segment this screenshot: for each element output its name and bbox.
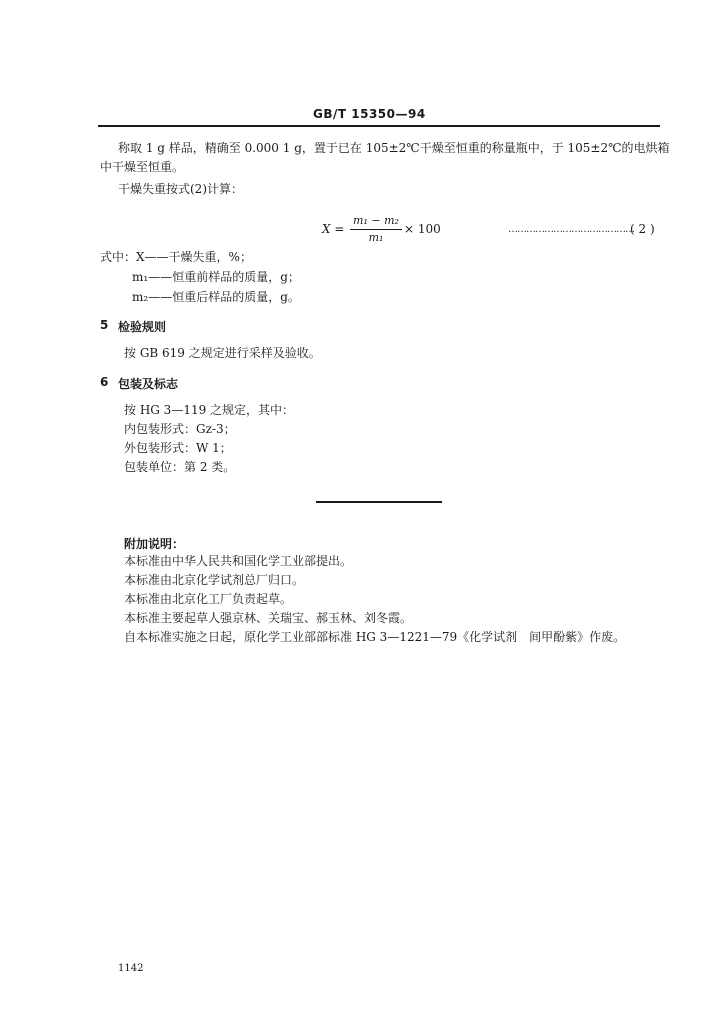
section-5-text: 按 GB 619 之规定进行采样及验收。 [124, 346, 321, 360]
where-item-m2: m₂——恒重后样品的质量，g。 [132, 290, 300, 304]
notes-line: 本标准由北京化学试剂总厂归口。 [124, 573, 305, 587]
notes-line: 自本标准实施之日起，原化学工业部部标准 HG 3—1221—79《化学试剂 间甲酚紫》作废。 [124, 630, 626, 644]
where-item-x: X——干燥失重，%； [136, 250, 252, 264]
section-6-line: 内包装形式：Gz-3； [124, 422, 236, 436]
section-6-title: 包装及标志 [118, 377, 179, 391]
page-number: 1142 [118, 963, 144, 974]
notes-line: 本标准由中华人民共和国化学工业部提出。 [124, 554, 353, 568]
section-5-number: 5 [100, 318, 109, 332]
standard-code-header: GB/T 15350—94 [313, 107, 426, 121]
section-6-number: 6 [100, 375, 109, 389]
formula-leader: …………………………………… [508, 224, 634, 235]
paragraph-procedure-line1: 称取 1 g 样品，精确至 0.000 1 g，置于已在 105±2℃干燥至恒重的称量瓶中，于 105±2℃的电烘箱 [118, 141, 670, 155]
formula-fraction-bar [350, 229, 402, 230]
end-divider [316, 501, 442, 503]
formula-numerator: m₁ − m₂ [353, 214, 399, 227]
notes-title: 附加说明： [124, 537, 185, 551]
section-6-line: 外包装形式：W 1； [124, 441, 232, 455]
header-rule [98, 125, 660, 127]
formula-number: ( 2 ) [630, 222, 655, 236]
where-label: 式中： [100, 250, 137, 264]
paragraph-calculation: 干燥失重按式(2)计算： [118, 182, 243, 196]
section-5-title: 检验规则 [118, 320, 167, 334]
section-6-line: 包装单位：第 2 类。 [124, 460, 236, 474]
formula-lhs: X = [322, 222, 345, 236]
formula-multiplier: × 100 [404, 222, 441, 236]
section-6-line: 按 HG 3—119 之规定，其中： [124, 403, 295, 417]
notes-line: 本标准主要起草人强京林、关瑞宝、郝玉林、刘冬霞。 [124, 611, 413, 625]
paragraph-procedure-line2: 中干燥至恒重。 [100, 160, 185, 174]
formula-denominator: m₁ [368, 231, 384, 244]
where-item-m1: m₁——恒重前样品的质量，g； [132, 270, 300, 284]
notes-line: 本标准由北京化工厂负责起草。 [124, 592, 293, 606]
